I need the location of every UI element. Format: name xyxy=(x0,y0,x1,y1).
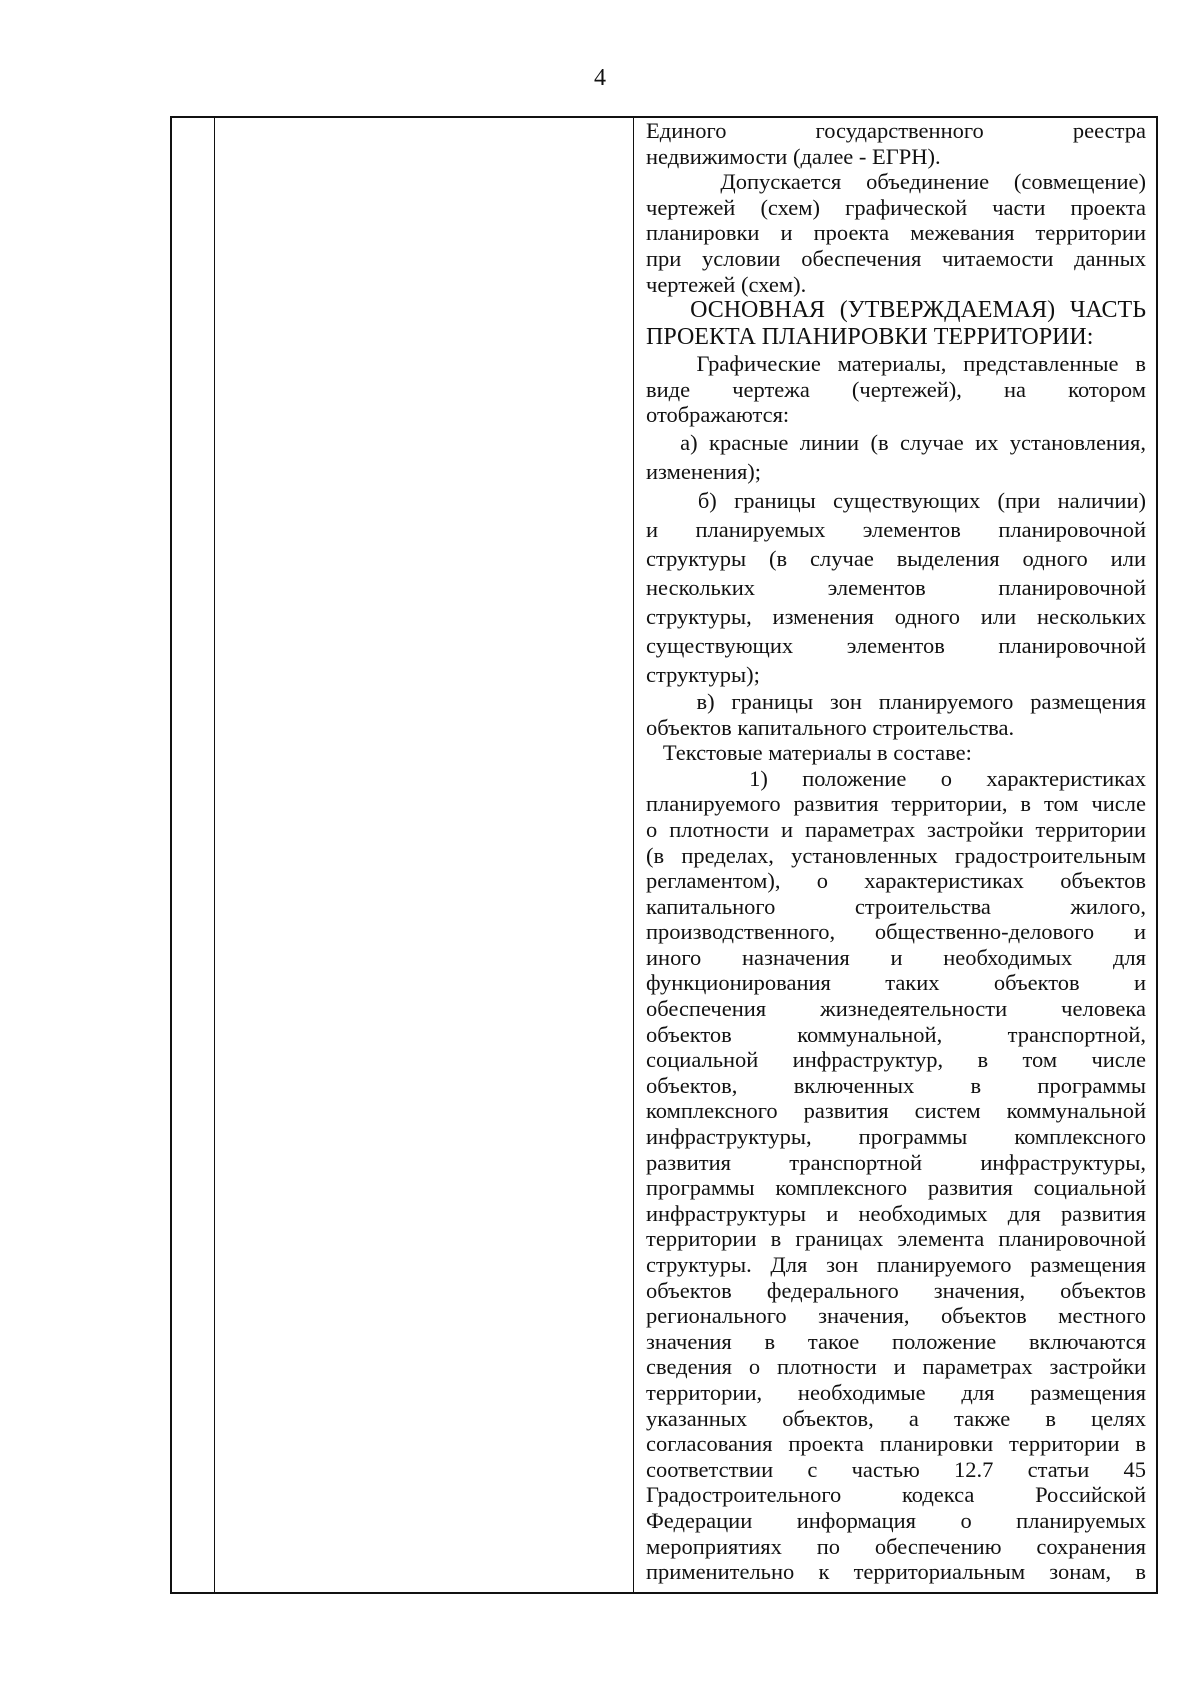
text-line: Единого государственного реестра xyxy=(646,118,1146,143)
text-line: чертежей (схем). xyxy=(646,271,807,297)
text-line: производственного, общественно-делового и xyxy=(646,919,1146,945)
text-line: согласования проекта планировки территории в xyxy=(646,1431,1146,1457)
text-line: виде чертежа (чертежей), на котором xyxy=(646,376,1146,402)
text-line: б) границы существующих (при наличии) xyxy=(646,487,1146,513)
text-line: развития транспортной инфраструктуры, xyxy=(646,1149,1146,1175)
text-line: планируемого развития территории, в том числе xyxy=(646,791,1146,817)
text-line: сведения о плотности и параметрах застройки xyxy=(646,1354,1146,1380)
text-line: регламентом), о характеристиках объектов xyxy=(646,868,1146,894)
text-line: отображаются: xyxy=(646,402,790,428)
text-line: структуры); xyxy=(646,661,760,687)
text-line: применительно к территориальным зонам, в xyxy=(646,1559,1146,1585)
text-line: капитального строительства жилого, xyxy=(646,893,1146,919)
text-line: территории в границах элемента планировочной xyxy=(646,1226,1146,1252)
table-column-text xyxy=(638,118,1156,1592)
text-line: объектов капитального строительства. xyxy=(646,714,1015,740)
text-line: структуры. Для зон планируемого размещения xyxy=(646,1252,1146,1277)
text-line: а) красные линии (в случае их установления, xyxy=(646,429,1146,455)
text-line: инфраструктуры, программы комплексного xyxy=(646,1124,1146,1150)
text-line: функционирования таких объектов и xyxy=(646,970,1146,996)
text-line: объектов, включенных в программы xyxy=(646,1072,1146,1098)
text-line: регионального значения, объектов местного xyxy=(646,1303,1146,1329)
text-line: недвижимости (далее - ЕГРН). xyxy=(646,143,941,169)
text-line: о плотности и параметрах застройки территории xyxy=(646,816,1146,842)
text-line: объектов коммунальной, транспортной, xyxy=(646,1021,1146,1047)
document-table xyxy=(170,116,1158,1594)
text-line: комплексного развития систем коммунальной xyxy=(646,1098,1146,1124)
text-line: указанных объектов, а также в целях xyxy=(646,1405,1146,1431)
text-line: в) границы зон планируемого размещения xyxy=(646,688,1146,714)
table-column-number xyxy=(172,118,215,1592)
text-line: нескольких элементов планировочной xyxy=(646,574,1146,600)
text-line: ОСНОВНАЯ (УТВЕРЖДАЕМАЯ) ЧАСТЬ xyxy=(646,297,1146,324)
text-line: существующих элементов планировочной xyxy=(646,632,1146,658)
text-line: Графические материалы, представленные в xyxy=(646,351,1146,377)
text-line: мероприятиях по обеспечению сохранения xyxy=(646,1533,1146,1559)
text-line: инфраструктуры и необходимых для развития xyxy=(646,1200,1146,1226)
text-line: Текстовые материалы в составе: xyxy=(646,740,972,766)
text-line: и планируемых элементов планировочной xyxy=(646,516,1146,542)
text-line: обеспечения жизнедеятельности человека xyxy=(646,996,1146,1022)
text-line: программы комплексного развития социальной xyxy=(646,1175,1146,1201)
text-line: планировки и проекта межевания территории xyxy=(646,220,1146,246)
text-line: (в пределах, установленных градостроительным xyxy=(646,842,1146,868)
text-line: соответствии с частью 12.7 статьи 45 xyxy=(646,1456,1146,1482)
text-line: при условии обеспечения читаемости данных xyxy=(646,245,1146,271)
text-line: Федерации информация о планируемых xyxy=(646,1507,1146,1533)
text-line: иного назначения и необходимых для xyxy=(646,944,1146,970)
text-line: Градостроительного кодекса Российской xyxy=(646,1482,1146,1508)
text-line: ПРОЕКТА ПЛАНИРОВКИ ТЕРРИТОРИИ: xyxy=(646,324,1094,351)
table-column-name xyxy=(215,118,634,1592)
text-line: структуры (в случае выделения одного или xyxy=(646,545,1146,571)
text-line: территории, необходимые для размещения xyxy=(646,1379,1146,1405)
text-line: изменения); xyxy=(646,458,762,484)
text-line: структуры, изменения одного или нескольких xyxy=(646,603,1146,629)
text-line: социальной инфраструктур, в том числе xyxy=(646,1047,1146,1073)
page-number: 4 xyxy=(594,65,606,91)
text-line: значения в такое положение включаются xyxy=(646,1328,1146,1354)
text-line: Допускается объединение (совмещение) xyxy=(646,169,1146,195)
text-line: объектов федерального значения, объектов xyxy=(646,1277,1146,1303)
table-cell-text xyxy=(646,118,1146,1585)
text-line: 1) положение о характеристиках xyxy=(646,765,1146,791)
text-line: чертежей (схем) графической части проекта xyxy=(646,194,1146,220)
